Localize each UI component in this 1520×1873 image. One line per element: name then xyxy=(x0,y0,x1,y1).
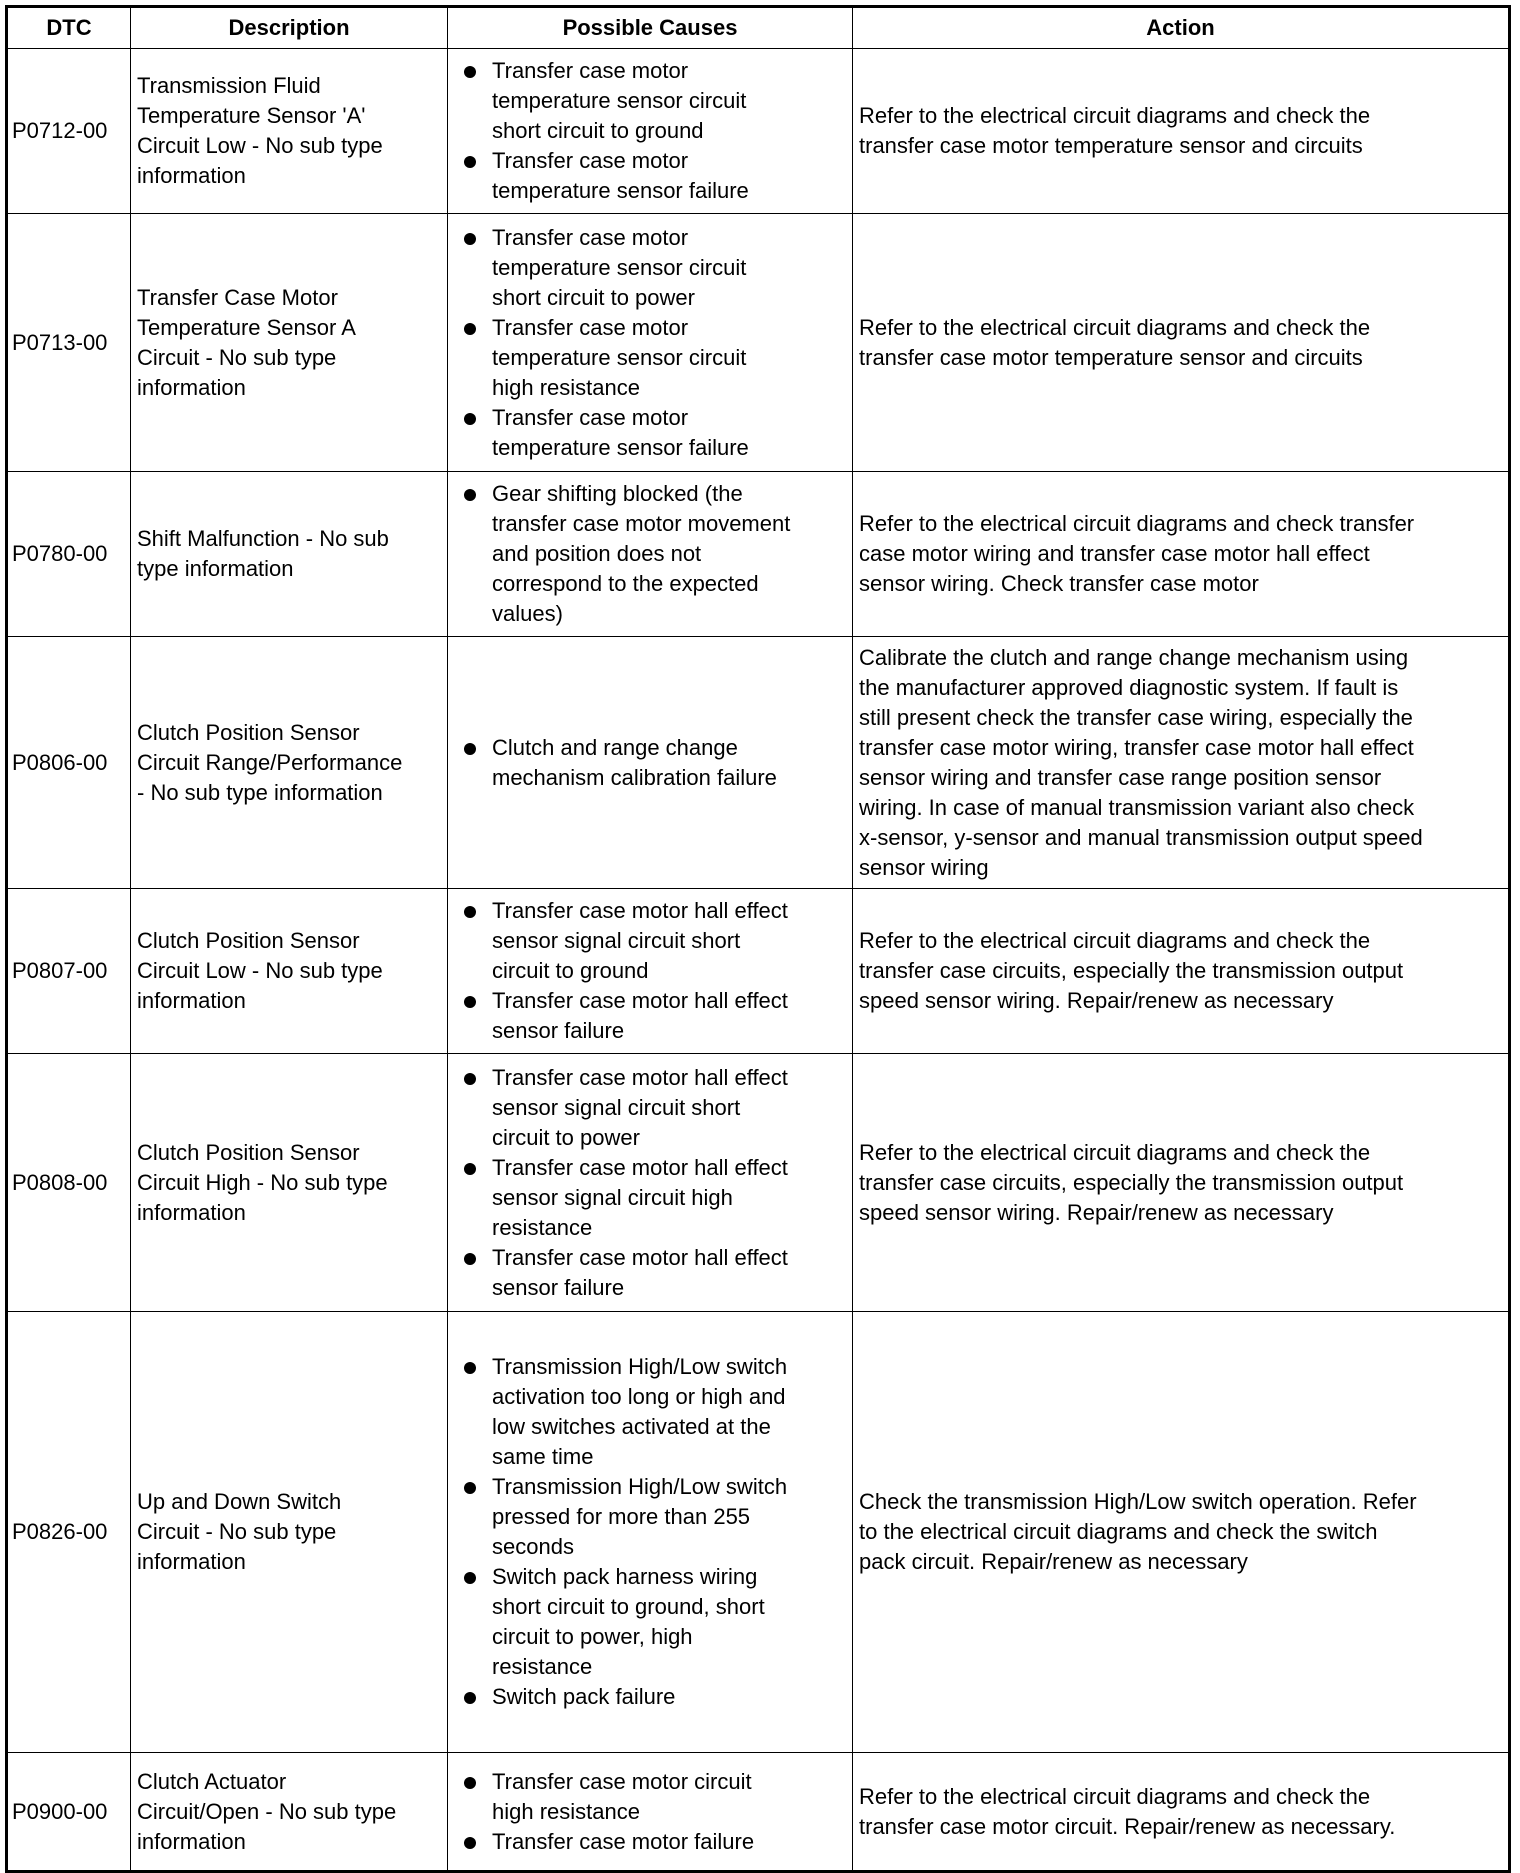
action-line: Refer to the electrical circuit diagrams and check the xyxy=(859,928,1371,953)
description-cell xyxy=(131,1753,448,1872)
description-line: Clutch Position Sensor xyxy=(137,928,360,953)
cause-line: pressed for more than 255 xyxy=(492,1504,751,1529)
cause-line: Transfer case motor xyxy=(492,404,689,430)
possible-causes-cell xyxy=(448,637,853,889)
cause-line: Transmission High/Low switch xyxy=(492,1354,788,1379)
cause-line: temperature sensor circuit xyxy=(492,254,747,280)
description-line: Circuit/Open - No sub type xyxy=(137,1798,397,1824)
dtc-cell: P0712-00 xyxy=(7,49,131,214)
cause-line: Transfer case motor hall effect xyxy=(492,1064,788,1090)
header-row xyxy=(7,7,1510,49)
cause-line: sensor signal circuit high xyxy=(492,1184,733,1210)
cause-item xyxy=(454,1153,846,1243)
table-row xyxy=(7,214,1510,472)
bullet-icon xyxy=(464,66,476,78)
action-line: sensor wiring. Check transfer case motor xyxy=(859,571,1259,596)
description-line: Temperature Sensor A xyxy=(137,314,356,340)
action-line: pack circuit. Repair/renew as necessary xyxy=(859,1549,1248,1574)
cause-line: Transfer case motor xyxy=(492,224,689,250)
description-line: Circuit Low - No sub type xyxy=(137,133,383,158)
description-cell xyxy=(131,214,448,472)
cause-line: Transfer case motor xyxy=(492,58,689,83)
cause-line: values) xyxy=(492,601,563,626)
description-line: Transmission Fluid xyxy=(137,73,321,98)
description-line: Circuit - No sub type xyxy=(137,344,337,370)
action-line: x-sensor, y-sensor and manual transmission output speed xyxy=(859,824,1423,850)
cause-line: sensor signal circuit short xyxy=(492,1094,741,1120)
table-row xyxy=(7,637,1510,889)
cause-line: Clutch and range change xyxy=(492,734,738,760)
header-dtc: DTC xyxy=(7,7,131,49)
description-line: information xyxy=(137,1199,246,1225)
action-cell xyxy=(853,214,1510,472)
description-line: Clutch Position Sensor xyxy=(137,719,360,745)
description-line: Up and Down Switch xyxy=(137,1489,342,1514)
cause-line: mechanism calibration failure xyxy=(492,764,777,790)
action-line: Refer to the electrical circuit diagrams and check transfer xyxy=(859,511,1415,536)
description-line: information xyxy=(137,1828,246,1854)
cause-line: resistance xyxy=(492,1654,593,1679)
description-line: information xyxy=(137,1549,246,1574)
bullet-icon xyxy=(464,1837,476,1849)
action-line: transfer case circuits, especially the transmission output xyxy=(859,1169,1404,1195)
cause-item xyxy=(454,1827,846,1857)
action-line: speed sensor wiring. Repair/renew as necessary xyxy=(859,988,1334,1013)
description-cell xyxy=(131,889,448,1054)
cause-line: Transfer case motor hall effect xyxy=(492,1154,788,1180)
cause-line: high resistance xyxy=(492,1798,640,1824)
table-row xyxy=(7,472,1510,637)
action-line: transfer case motor circuit. Repair/renew as necessary. xyxy=(859,1813,1396,1839)
table-row xyxy=(7,1312,1510,1753)
cause-line: temperature sensor circuit xyxy=(492,88,747,113)
cause-line: correspond to the expected xyxy=(492,571,759,596)
description-line: Clutch Position Sensor xyxy=(137,1139,360,1165)
action-line: Calibrate the clutch and range change mechanism using xyxy=(859,644,1409,670)
cause-line: resistance xyxy=(492,1214,593,1240)
cause-item xyxy=(454,1682,846,1712)
header-possible-causes: Possible Causes xyxy=(448,7,853,49)
possible-causes-cell xyxy=(448,49,853,214)
dtc-table xyxy=(5,5,1511,1873)
cause-item xyxy=(454,896,846,986)
cause-item xyxy=(454,733,846,793)
action-line: to the electrical circuit diagrams and check the switch xyxy=(859,1519,1378,1544)
action-line: transfer case motor wiring, transfer case motor hall effect xyxy=(859,734,1414,760)
cause-item xyxy=(454,313,846,403)
bullet-icon xyxy=(464,323,476,335)
cause-item xyxy=(454,479,846,629)
action-cell xyxy=(853,472,1510,637)
bullet-icon xyxy=(464,413,476,425)
description-line: Clutch Actuator xyxy=(137,1768,287,1794)
dtc-cell: P0807-00 xyxy=(7,889,131,1054)
action-line: transfer case motor temperature sensor and circuits xyxy=(859,133,1363,158)
bullet-icon xyxy=(464,1253,476,1265)
cause-line: Transfer case motor circuit xyxy=(492,1768,752,1794)
description-cell xyxy=(131,1312,448,1753)
table-row xyxy=(7,1753,1510,1872)
action-cell xyxy=(853,1312,1510,1753)
cause-line: sensor failure xyxy=(492,1274,625,1300)
bullet-icon xyxy=(464,1362,476,1374)
possible-causes-cell xyxy=(448,1753,853,1872)
cause-line: Transfer case motor xyxy=(492,148,689,173)
action-cell xyxy=(853,1753,1510,1872)
cause-line: short circuit to ground, short xyxy=(492,1594,765,1619)
description-line: Circuit High - No sub type xyxy=(137,1169,388,1195)
cause-line: Transfer case motor xyxy=(492,314,689,340)
possible-causes-cell xyxy=(448,889,853,1054)
cause-item xyxy=(454,1472,846,1562)
cause-line: Gear shifting blocked (the xyxy=(492,481,743,506)
cause-item xyxy=(454,986,846,1046)
cause-line: seconds xyxy=(492,1534,574,1559)
table-row xyxy=(7,889,1510,1054)
action-line: speed sensor wiring. Repair/renew as necessary xyxy=(859,1199,1334,1225)
description-line: information xyxy=(137,163,246,188)
cause-line: circuit to power xyxy=(492,1124,640,1150)
cause-item xyxy=(454,56,846,146)
dtc-cell: P0780-00 xyxy=(7,472,131,637)
bullet-icon xyxy=(464,1692,476,1704)
cause-line: Transfer case motor hall effect xyxy=(492,988,788,1013)
cause-line: short circuit to ground xyxy=(492,118,704,143)
description-cell xyxy=(131,637,448,889)
action-line: Refer to the electrical circuit diagrams and check the xyxy=(859,1783,1371,1809)
action-line: Refer to the electrical circuit diagrams and check the xyxy=(859,1139,1371,1165)
action-line: case motor wiring and transfer case motor hall effect xyxy=(859,541,1370,566)
possible-causes-cell xyxy=(448,214,853,472)
cause-line: Transfer case motor hall effect xyxy=(492,898,788,923)
description-line: information xyxy=(137,988,246,1013)
action-cell xyxy=(853,49,1510,214)
bullet-icon xyxy=(464,489,476,501)
action-line: Refer to the electrical circuit diagrams and check the xyxy=(859,103,1371,128)
dtc-cell: P0806-00 xyxy=(7,637,131,889)
cause-item xyxy=(454,1243,846,1303)
action-line: the manufacturer approved diagnostic system. If fault is xyxy=(859,674,1399,700)
bullet-icon xyxy=(464,1482,476,1494)
bullet-icon xyxy=(464,233,476,245)
cause-line: low switches activated at the xyxy=(492,1414,771,1439)
possible-causes-cell xyxy=(448,1054,853,1312)
action-cell xyxy=(853,889,1510,1054)
cause-line: same time xyxy=(492,1444,594,1469)
dtc-cell: P0713-00 xyxy=(7,214,131,472)
description-line: type information xyxy=(137,556,294,581)
cause-line: Transmission High/Low switch xyxy=(492,1474,788,1499)
cause-line: activation too long or high and xyxy=(492,1384,786,1409)
bullet-icon xyxy=(464,1163,476,1175)
cause-item xyxy=(454,1767,846,1827)
bullet-icon xyxy=(464,156,476,168)
description-line: information xyxy=(137,374,246,400)
cause-line: Transfer case motor hall effect xyxy=(492,1244,788,1270)
possible-causes-cell xyxy=(448,1312,853,1753)
action-line: transfer case circuits, especially the transmission output xyxy=(859,958,1404,983)
description-line: Circuit - No sub type xyxy=(137,1519,337,1544)
action-line: still present check the transfer case wiring, especially the xyxy=(859,704,1413,730)
cause-line: sensor signal circuit short xyxy=(492,928,741,953)
action-cell xyxy=(853,637,1510,889)
cause-item xyxy=(454,403,846,463)
cause-line: high resistance xyxy=(492,374,640,400)
cause-item xyxy=(454,223,846,313)
description-cell xyxy=(131,1054,448,1312)
bullet-icon xyxy=(464,996,476,1008)
cause-line: Switch pack harness wiring xyxy=(492,1564,758,1589)
bullet-icon xyxy=(464,1073,476,1085)
cause-item xyxy=(454,1063,846,1153)
cause-line: circuit to power, high xyxy=(492,1624,693,1649)
cause-line: circuit to ground xyxy=(492,958,649,983)
cause-item xyxy=(454,1562,846,1682)
bullet-icon xyxy=(464,1572,476,1584)
bullet-icon xyxy=(464,1777,476,1789)
description-line: - No sub type information xyxy=(137,779,383,805)
description-line: Circuit Range/Performance xyxy=(137,749,403,775)
cause-line: and position does not xyxy=(492,541,702,566)
header-description: Description xyxy=(131,7,448,49)
header-action: Action xyxy=(853,7,1510,49)
possible-causes-cell xyxy=(448,472,853,637)
cause-line: transfer case motor movement xyxy=(492,511,791,536)
action-line: sensor wiring xyxy=(859,854,989,880)
cause-line: Transfer case motor failure xyxy=(492,1828,755,1854)
dtc-cell: P0900-00 xyxy=(7,1753,131,1872)
cause-item xyxy=(454,1352,846,1472)
action-line: Check the transmission High/Low switch operation. Refer xyxy=(859,1489,1417,1514)
action-line: transfer case motor temperature sensor and circuits xyxy=(859,344,1363,370)
action-line: sensor wiring and transfer case range position sensor xyxy=(859,764,1382,790)
dtc-cell: P0826-00 xyxy=(7,1312,131,1753)
cause-line: temperature sensor circuit xyxy=(492,344,747,370)
description-line: Temperature Sensor 'A' xyxy=(137,103,366,128)
cause-item xyxy=(454,146,846,206)
description-line: Transfer Case Motor xyxy=(137,284,338,310)
cause-line: Switch pack failure xyxy=(492,1684,676,1709)
description-cell xyxy=(131,49,448,214)
description-line: Circuit Low - No sub type xyxy=(137,958,383,983)
cause-line: sensor failure xyxy=(492,1018,625,1043)
cause-line: short circuit to power xyxy=(492,284,695,310)
action-line: Refer to the electrical circuit diagrams and check the xyxy=(859,314,1371,340)
cause-line: temperature sensor failure xyxy=(492,178,749,203)
cause-line: temperature sensor failure xyxy=(492,434,749,460)
description-line: Shift Malfunction - No sub xyxy=(137,526,389,551)
bullet-icon xyxy=(464,743,476,755)
action-cell xyxy=(853,1054,1510,1312)
bullet-icon xyxy=(464,906,476,918)
action-line: wiring. In case of manual transmission variant also check xyxy=(859,794,1415,820)
table-row xyxy=(7,1054,1510,1312)
table-row xyxy=(7,49,1510,214)
description-cell xyxy=(131,472,448,637)
dtc-cell: P0808-00 xyxy=(7,1054,131,1312)
